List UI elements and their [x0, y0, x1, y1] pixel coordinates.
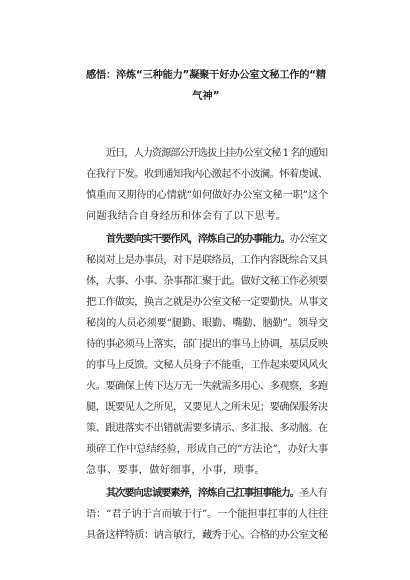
paragraph-heading: 其次要向忠诚要素养，淬炼自己扛事担事能力。	[106, 488, 299, 499]
paragraph-text: 圣人有	[298, 488, 327, 499]
text-line: 腿，既要见人之所见，又要见人之所未见；要确保服务决	[86, 402, 328, 413]
text-line: 在我行下发。收到通知我内心激起不小波澜。怀着虔诚、	[86, 169, 328, 180]
text-line: 的事马上反馈。文秘人员身子不能重，工作起来要风风火	[86, 360, 328, 371]
text-line: 琐碎工作中总结经验，形成自己的“方法论”，办好大事	[86, 444, 329, 455]
text-line: 把工作做实，换言之就是办公室文秘一定要勤快。从事文	[86, 297, 328, 308]
paragraph-first-line	[106, 230, 327, 245]
text-line: 具备这样特质：讷言敏行，藏秀于心。合格的办公室文秘	[86, 530, 328, 541]
text-line: 体，大事、小事、杂事都汇聚于此。做好文秘工作必须要	[86, 276, 328, 287]
document-title	[86, 65, 326, 107]
paragraph-text: 办公室文	[289, 234, 327, 245]
text-line: 语：“君子讷于言而敏于行”。一个能担事扛事的人往往	[86, 509, 329, 520]
text-line: 火。要确保上传下达万无一失就需多用心、多观察，多跑	[86, 381, 328, 392]
text-line: 策、跟进落实不出错就需要多请示、多汇报、多动脑。在	[86, 423, 328, 434]
text-line: 近日，人力资源部公开选拔上挂办公室文秘 1 名的通知	[106, 148, 328, 159]
text-line: 问题我结合自身经历和体会有了以下思考。	[86, 211, 287, 222]
text-line: 秘岗对上是办事员，对下是联络员，工作内容既综合又具	[86, 255, 328, 266]
title-line-1: 感悟：淬炼“三种能力”凝聚干好办公室文秘工作的“精	[86, 70, 326, 81]
text-line: 秘岗的人员必须要“腿勤、眼勤、嘴勤、脑勤”。领导交	[86, 318, 329, 329]
text-line: 慎重而又期待的心情就“如何做好办公室文秘一职”这个	[86, 190, 329, 201]
paragraph-heading: 首先要向实干要作风，淬炼自己的办事能力。	[106, 234, 290, 245]
text-line: 急事、要事，做好细事，小事，琐事。	[86, 465, 266, 476]
title-line-2: 气神”	[192, 91, 220, 102]
text-line: 待的事必须马上落实，部门提出的事马上协调，基层反映	[86, 339, 328, 350]
paragraph-first-line	[106, 484, 327, 499]
